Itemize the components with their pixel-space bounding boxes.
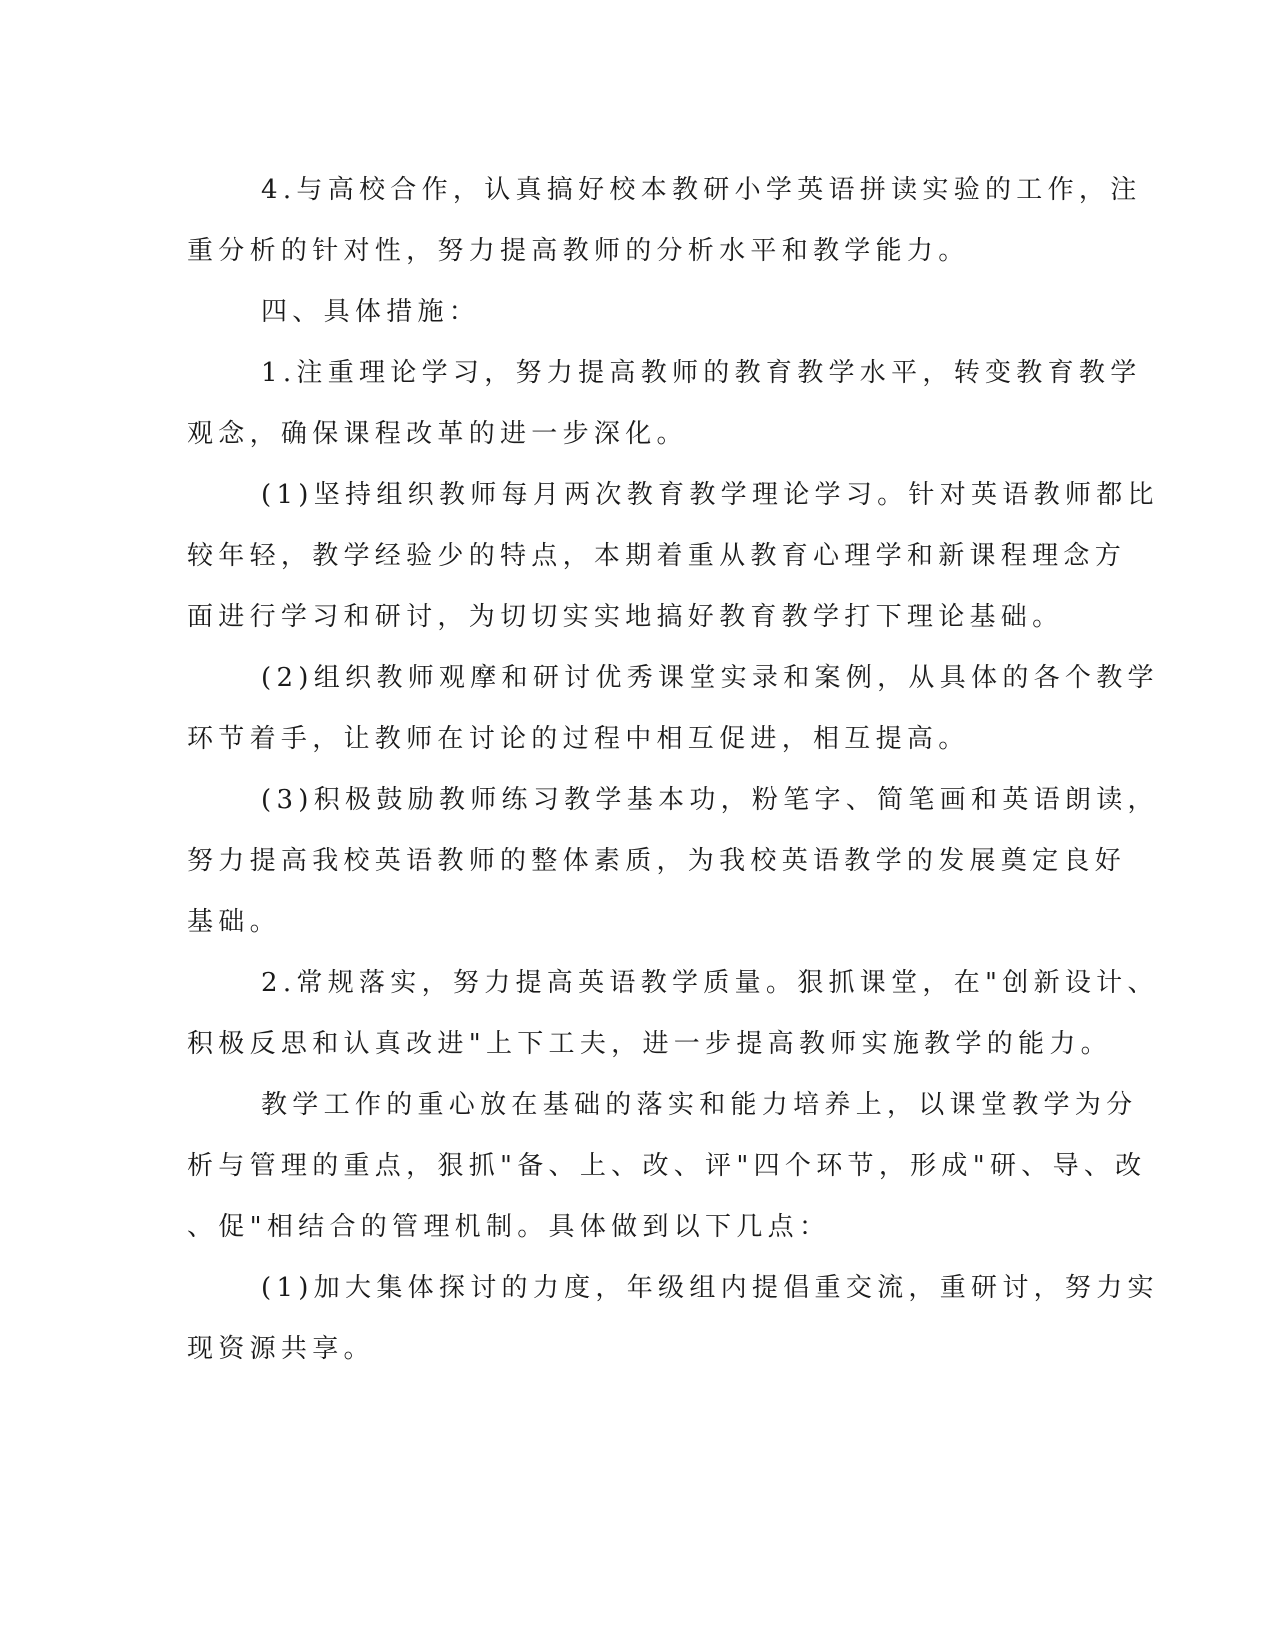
text-line: (3)积极鼓励教师练习教学基本功，粉笔字、简笔画和英语朗读， [261, 785, 1159, 815]
text-line: 1.注重理论学习，努力提高教师的教育教学水平，转变教育教学 [261, 358, 1142, 388]
text-line: 积极反思和认真改进"上下工夫，进一步提高教师实施教学的能力。 [187, 1029, 1112, 1059]
text-line: 观念，确保课程改革的进一步深化。 [187, 419, 688, 449]
text-line: 析与管理的重点，狠抓"备、上、改、评"四个环节，形成"研、导、改 [187, 1151, 1147, 1181]
paragraph-teaching-focus [187, 1075, 1147, 1258]
text-line: 重分析的针对性，努力提高教师的分析水平和教学能力。 [187, 236, 970, 266]
paragraph-measure-1-2 [187, 648, 1159, 770]
text-line: 较年轻，教学经验少的特点，本期着重从教育心理学和新课程理念方 [187, 541, 1127, 571]
paragraph-item-4 [187, 160, 1142, 282]
text-line: 面进行学习和研讨，为切切实实地搞好教育教学打下理论基础。 [187, 602, 1064, 632]
paragraph-measure-1-3 [187, 770, 1159, 953]
text-line: (2)组织教师观摩和研讨优秀课堂实录和案例，从具体的各个教学 [261, 663, 1159, 693]
text-line: 现资源共享。 [187, 1334, 375, 1364]
paragraph-measure-2 [187, 953, 1159, 1075]
text-line: (1)加大集体探讨的力度，年级组内提倡重交流，重研讨，努力实 [261, 1273, 1159, 1303]
text-line: 努力提高我校英语教师的整体素质，为我校英语教学的发展奠定良好 [187, 846, 1127, 876]
text-line: 环节着手，让教师在讨论的过程中相互促进，相互提高。 [187, 724, 970, 754]
paragraph-measure-1 [187, 343, 1142, 465]
paragraph-measure-2-1 [187, 1258, 1159, 1380]
section-heading-measures [187, 282, 1067, 343]
text-line: 四、具体措施： [261, 297, 481, 327]
text-line: 教学工作的重心放在基础的落实和能力培养上，以课堂教学为分 [261, 1090, 1138, 1120]
text-line: (1)坚持组织教师每月两次教育教学理论学习。针对英语教师都比 [261, 480, 1159, 510]
paragraph-measure-1-1 [187, 465, 1159, 648]
text-line: 、促"相结合的管理机制。具体做到以下几点： [187, 1212, 831, 1242]
text-line: 基础。 [187, 907, 281, 937]
text-line: 2.常规落实，努力提高英语教学质量。狠抓课堂，在"创新设计、 [261, 968, 1159, 998]
document-body [187, 160, 1159, 1380]
text-line: 4.与高校合作，认真搞好校本教研小学英语拼读实验的工作，注 [261, 175, 1142, 205]
